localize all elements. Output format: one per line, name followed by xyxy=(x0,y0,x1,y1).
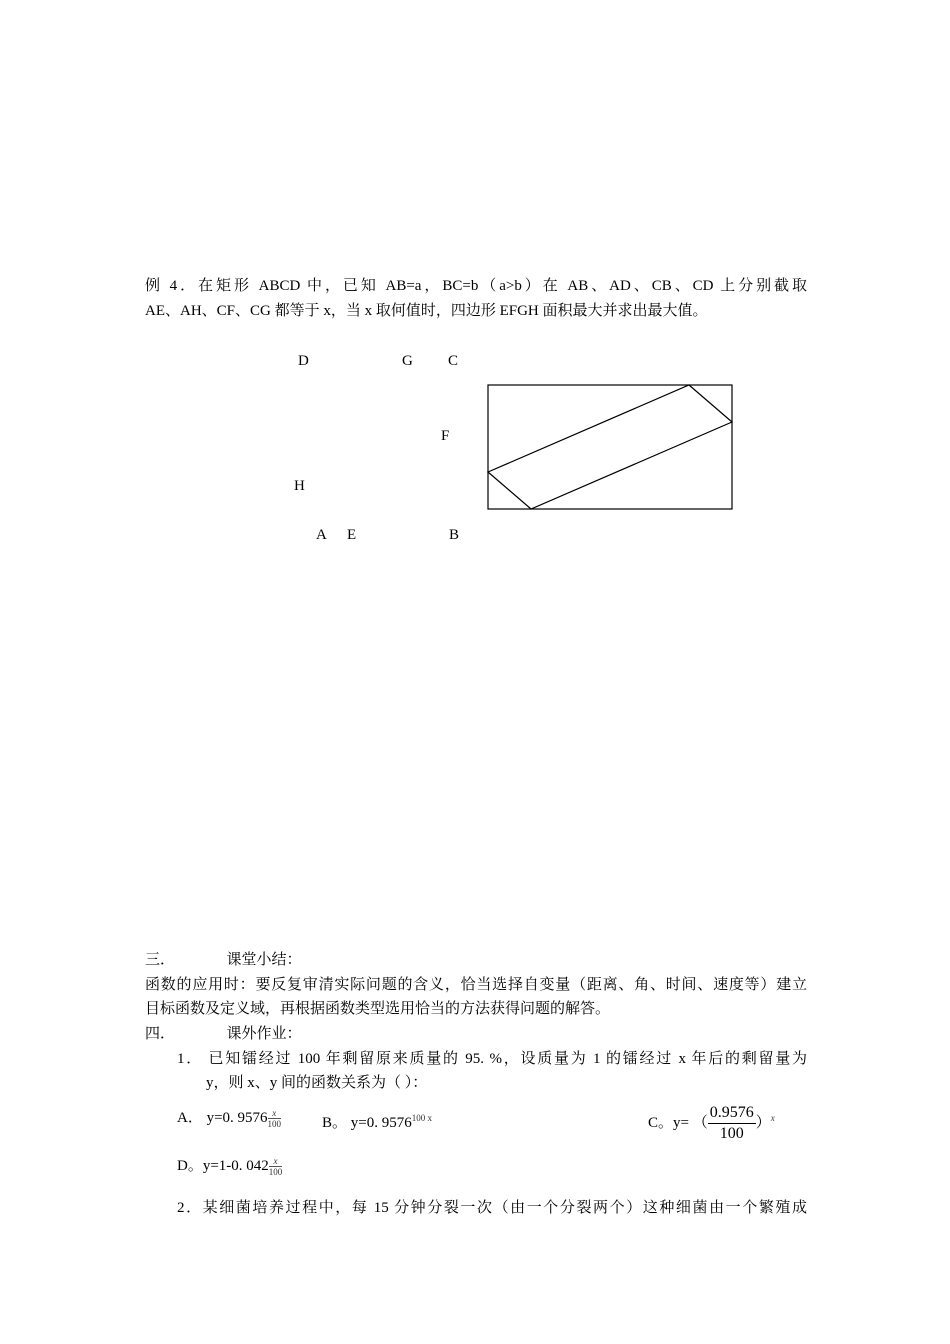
label-g: G xyxy=(402,353,413,369)
q1-line1: 1． 已知镭经过 100 年剩留原来质量的 95. %，设质量为 1 的镭经过 x 年后的剩留量为 xyxy=(177,1051,807,1067)
rectangle-abcd xyxy=(488,385,732,509)
option-c-text: C。y= （ xyxy=(648,1115,708,1131)
label-h: H xyxy=(294,478,305,494)
option-a xyxy=(177,1104,281,1132)
option-c-num: 0.9576 xyxy=(708,1103,756,1124)
label-a: A xyxy=(316,527,327,543)
option-c xyxy=(648,1098,775,1144)
option-c-paren: ） xyxy=(755,1115,771,1131)
option-c-den: 100 xyxy=(719,1125,744,1143)
homework-heading-num: 四． xyxy=(145,1026,176,1042)
option-c-exponent: x xyxy=(770,1113,775,1123)
option-d xyxy=(177,1152,282,1180)
option-d-exp-den: 100 xyxy=(268,1167,283,1178)
option-a-text: A． y=0. 9576 xyxy=(177,1110,268,1126)
homework-heading-text: 课外作业： xyxy=(226,1026,302,1042)
option-d-text: D。y=1-0. 042 xyxy=(177,1158,269,1174)
homework-heading xyxy=(145,1024,302,1044)
example4-line2: AE、AH、CF、CG 都等于 x，当 x 取何值时，四边形 EFGH 面积最大并求出最大值。 xyxy=(145,303,708,319)
label-f: F xyxy=(441,428,450,444)
label-c: C xyxy=(448,353,459,369)
summary-heading-text: 课堂小结： xyxy=(226,952,302,968)
summary-heading xyxy=(145,950,302,970)
summary-line2: 目标函数及定义域，再根据函数类型选用恰当的方法获得问题的解答。 xyxy=(145,1001,611,1017)
label-d: D xyxy=(298,353,309,369)
option-b-exponent: 100 x xyxy=(411,1113,432,1123)
example4-line1: 例 4．在矩形 ABCD 中，已知 AB=a，BC=b（a>b）在 AB、AD、CB、CD 上分别截取 xyxy=(145,278,807,294)
option-c-fraction xyxy=(708,1103,756,1144)
option-a-exp-den: 100 xyxy=(267,1119,282,1130)
q1-line2: y，则 x、y 间的函数关系为（ ）： xyxy=(206,1075,428,1091)
option-d-exponent xyxy=(269,1156,283,1177)
summary-heading-num: 三． xyxy=(145,952,176,968)
option-d-exp-num: x xyxy=(273,1156,278,1167)
quadrilateral-efgh xyxy=(488,385,732,509)
option-b xyxy=(322,1104,432,1137)
label-e: E xyxy=(347,527,357,543)
option-a-exponent xyxy=(268,1108,282,1129)
option-b-text: B。 y=0. 9576 xyxy=(322,1115,412,1131)
summary-line1: 函数的应用时：要反复审清实际问题的含义，恰当选择自变量（距离、角、时间、速度等）建立 xyxy=(145,977,807,993)
option-a-exp-num: x xyxy=(272,1108,277,1119)
q2-line1: 2．某细菌培养过程中，每 15 分钟分裂一次（由一个分裂两个）这种细菌由一个繁殖成 xyxy=(177,1200,807,1216)
label-b: B xyxy=(449,527,460,543)
